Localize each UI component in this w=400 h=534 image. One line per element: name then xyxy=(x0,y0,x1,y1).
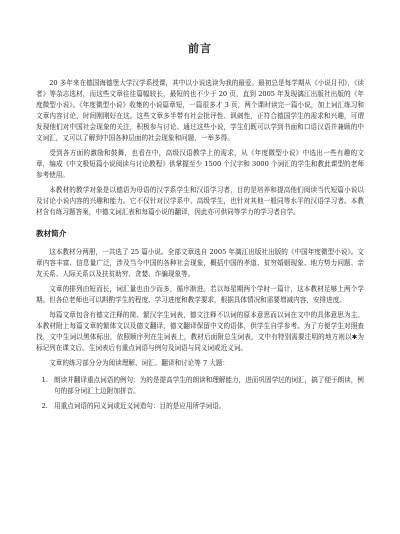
exercise-list xyxy=(36,375,364,412)
intro-paragraph: 本教材的教学对象是以德语为母语的汉学系学生和汉语学习者，目的是培养和提高他们阅读当代短篇小说以及讨论小说内容的兴趣和能力。它不仅针对汉学系中、高级学生，也针对其他一般同等水平的汉语学习者。本教材含有练习题答案，中德文词汇表和每篇小说的翻译，因此亦可供同等学力的学习者自学。 xyxy=(36,186,364,216)
section-paragraph: 文章的排列由短而长，词汇量也由少而多，循序渐进。若以每星期两个学时一篇计，这本教材足够上两个学期。但各位老师也可以斟酌学生的程度、学习进度和教学要求，根据具体情况和需要增减内容，安排进度。 xyxy=(36,285,364,304)
intro-paragraph: 20 多年来在德国海德堡大学汉学系授课，其中以小说选读为我的最爱。最初总是每学期从《小说月刊》，《读者》等杂志选材，而这些文章往往篇幅较长，最短的也不少于 20 页，直到 2005 年发现漓江出版社出版的《年度微型小说》。《年度微型小说》收集的小说篇章短，一篇很多才 3 页，两个课时读完一篇小说，加上词汇练习和文章内容讨论，时间刚刚好在这。这些文章多半带有社会批评性、讽刺性，正符合德国学生的需求和兴趣，可谓发现他们对中国社会现象的关注，积极参与讨论。通过这些小说，学生们既可以学到书面和口语汉语并兼顾的中文词汇，又可以了解到中国各种层面的社会现象和问题，一举多得。 xyxy=(36,79,364,142)
section-paragraph: 这本教材分两册，一共选了 25 篇小说。全部文章选自 2005 年漓江出版社出版的《中国年度微型小说》。文章内容丰富、信息量广泛，涉及当今中国的各种社会现象，概括中国的孝道、贫穷婚姻现象、地方势力问题、亲友关系、人际关系以及扶贫助穷、贪婪、诈骗现象等。 xyxy=(36,248,364,278)
section-paragraph: 每篇文章包含有德文注释的简、繁汉字生词表，德文注释不以词的原本意思而以词在文中的具体意思为主。本教材附上每篇文章的繁体文以及德文翻译，德文翻译保留中文的语体，供学生自学参考。为了方便学生对照查找，文中生词以黑体标出，依照顺序列在生词表上，教材后面附总生词表，文中有特别需要注明的地方则以✱为标记列在课文后。生词表后有重点词语与例句及词语与同义词或近义词。 xyxy=(36,311,364,352)
intro-paragraph: 受到各方面的激励和鼓舞，也看在中，高级汉语教学上的需求，从《年度微型小说》中选出一些有趣的文章，编成《中文极短篇小说阅读与讨论教程》供掌握至少 1500 个汉字和 3000 个词汇的学生和教此课型的老师参考使用。 xyxy=(36,149,364,179)
section-heading: 教材简介 xyxy=(36,229,67,238)
exercise-item: 1. 朗读并翻译重点词语的例句：为的是提高学生的朗读和理解能力，进而巩固学过的词汇，搞了便于朗读，例句的部分词汇上边附加拼音。 xyxy=(50,375,364,397)
section-paragraph: 文章的练习部分分为阅读理解、词汇、翻译和讨论等 7 大题： xyxy=(49,359,230,367)
page-title: 前言 xyxy=(188,42,212,55)
exercise-item: 2. 用重点词语的同义词或近义词造句：目的是应用所学词语。 xyxy=(50,401,364,412)
